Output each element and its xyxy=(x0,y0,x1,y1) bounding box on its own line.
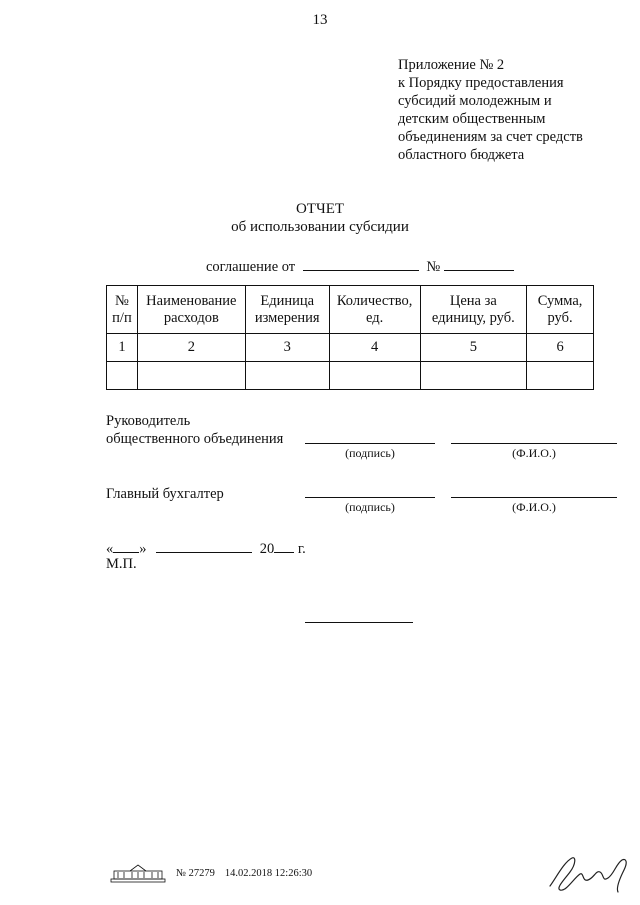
accountant-name-blank[interactable] xyxy=(451,497,617,498)
head-label-line: общественного объединения xyxy=(106,431,284,447)
year-blank[interactable] xyxy=(274,538,294,553)
building-logo-icon xyxy=(110,862,166,884)
year-prefix: 20 xyxy=(259,541,275,557)
table-cell: 4 xyxy=(329,334,420,362)
report-title xyxy=(0,200,640,236)
footer xyxy=(110,862,312,884)
column-header: Цена за единицу, руб. xyxy=(420,286,527,334)
name-caption: (Ф.И.О.) xyxy=(512,446,556,460)
table-cell: 2 xyxy=(137,334,245,362)
head-label xyxy=(106,412,283,448)
agreement-line xyxy=(206,256,514,276)
head-label-line: Руководитель xyxy=(106,413,191,429)
month-blank[interactable] xyxy=(156,538,252,553)
agreement-number-label: № xyxy=(426,259,441,275)
report-heading: ОТЧЕТ xyxy=(295,201,345,217)
table-cell-empty[interactable] xyxy=(137,362,245,390)
stamp-place: М.П. xyxy=(106,556,137,572)
table-cell-empty[interactable] xyxy=(420,362,527,390)
appendix-line: областного бюджета xyxy=(398,147,525,163)
column-header: Единица измерения xyxy=(245,286,329,334)
appendix-block xyxy=(398,56,628,164)
page-number: 13 xyxy=(312,12,328,28)
agreement-number-blank[interactable] xyxy=(444,256,514,271)
expense-table xyxy=(106,285,594,390)
head-name-blank[interactable] xyxy=(451,443,617,444)
table-cell-empty[interactable] xyxy=(107,362,138,390)
table-cell: 3 xyxy=(245,334,329,362)
accountant-label: Главный бухгалтер xyxy=(106,486,224,502)
column-header: № п/п xyxy=(107,286,138,334)
report-subheading: об использовании субсидии xyxy=(231,219,409,235)
table-cell: 5 xyxy=(420,334,527,362)
appendix-line: Приложение № 2 xyxy=(398,57,505,73)
table-cell-empty[interactable] xyxy=(527,362,594,390)
table-row xyxy=(107,334,594,362)
accountant-signature-blank[interactable] xyxy=(305,497,435,498)
date-open-quote: « xyxy=(106,541,114,557)
table-cell: 6 xyxy=(527,334,594,362)
column-header: Количество, ед. xyxy=(329,286,420,334)
date-close-quote: » xyxy=(139,541,147,557)
table-cell: 1 xyxy=(107,334,138,362)
year-suffix: г. xyxy=(297,541,306,557)
column-header: Сумма, руб. xyxy=(527,286,594,334)
head-signature-blank[interactable] xyxy=(305,443,435,444)
divider xyxy=(305,622,413,623)
registration-timestamp: 14.02.2018 12:26:30 xyxy=(224,867,313,879)
agreement-date-blank[interactable] xyxy=(303,256,419,271)
name-caption: (Ф.И.О.) xyxy=(512,500,556,514)
table-header-row xyxy=(107,286,594,334)
table-row xyxy=(107,362,594,390)
column-header: Наименование расходов xyxy=(137,286,245,334)
agreement-label: соглашение от xyxy=(206,259,296,275)
date-line xyxy=(106,538,306,558)
signature-caption: (подпись) xyxy=(345,500,395,514)
handwritten-signature-icon xyxy=(546,848,632,899)
appendix-line: к Порядку предоставления xyxy=(398,75,564,91)
document-number: № 27279 xyxy=(176,867,215,879)
appendix-line: детским общественным xyxy=(398,111,546,127)
signature-caption: (подпись) xyxy=(345,446,395,460)
appendix-line: объединениям за счет средств xyxy=(398,129,583,145)
day-blank[interactable] xyxy=(113,538,139,553)
table-cell-empty[interactable] xyxy=(329,362,420,390)
appendix-line: субсидий молодежным и xyxy=(398,93,552,109)
table-cell-empty[interactable] xyxy=(245,362,329,390)
